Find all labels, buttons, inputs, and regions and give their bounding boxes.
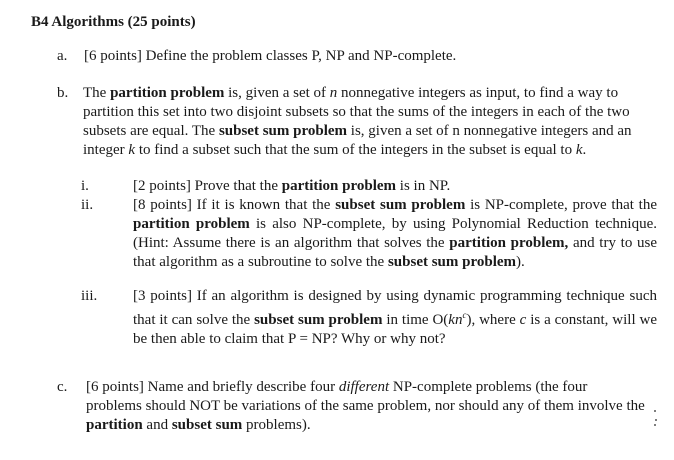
- exponent-c: c: [462, 310, 467, 320]
- question-c-text: [86, 378, 646, 435]
- question-b-text: [83, 84, 645, 160]
- question-b-ii-text: [133, 196, 657, 272]
- section-heading: B4 Algorithms (25 points): [31, 14, 196, 30]
- text-run: The: [83, 85, 111, 101]
- text-run: and: [142, 417, 172, 433]
- term-partition: partition: [86, 417, 143, 433]
- question-b-i-marker: i.: [81, 178, 89, 194]
- variable-k: k: [575, 142, 583, 158]
- text-run: is, given a set of: [224, 85, 330, 101]
- text-run: [3 points] If an algorithm is designed by using dynamic programming technique such that it can solve the: [133, 288, 657, 328]
- text-run: is in NP.: [396, 178, 451, 194]
- scan-specks: [652, 408, 658, 428]
- text-run: ).: [516, 254, 525, 270]
- variable-n: n: [329, 85, 338, 101]
- text-run: [6 points] Name and briefly describe four: [86, 379, 339, 395]
- text-run: NP-complete problems (the four problems should NOT be variations of the same problem, nor should any of them involve the: [86, 379, 645, 414]
- term-subset-sum-problem: subset sum problem: [254, 312, 383, 328]
- text-run: in time O(: [382, 312, 449, 328]
- term-subset-sum-problem: subset sum problem: [335, 197, 466, 213]
- term-subset-sum-problem: subset sum problem: [218, 123, 348, 139]
- variable-kn: kn: [448, 312, 463, 328]
- term-partition-problem: partition problem,: [449, 235, 569, 251]
- text-run: is a constant, will we be then able to claim that P = NP? Why or why not?: [133, 312, 657, 347]
- term-partition-problem: partition problem: [110, 85, 225, 101]
- text-run: ), where: [466, 312, 520, 328]
- text-run: is, given a set of n nonnegative integers and an integer: [83, 123, 632, 158]
- term-partition-problem: partition problem: [133, 216, 250, 232]
- variable-c: c: [519, 312, 527, 328]
- question-b-ii-marker: ii.: [81, 197, 94, 213]
- text-run: [8 points] If it is known that the: [133, 197, 336, 213]
- text-run: .: [582, 142, 587, 158]
- variable-k: k: [128, 142, 136, 158]
- text-run: is also NP-complete, by using Polynomial Reduction technique. (Hint: Assume there is an algorithm that solves the: [133, 216, 657, 251]
- question-c-marker: c.: [57, 379, 68, 395]
- term-partition-problem: partition problem: [281, 178, 397, 194]
- question-b-iii-marker: iii.: [81, 288, 98, 304]
- question-b-marker: b.: [57, 85, 69, 101]
- text-run: and try to use that algorithm as a subroutine to solve the: [133, 235, 658, 270]
- text-run: to find a subset such that the sum of the integers in the subset is equal to: [135, 142, 576, 158]
- term-subset-sum-problem: subset sum problem: [387, 254, 517, 270]
- question-b-i-text: [133, 177, 657, 196]
- emphasis-different: different: [338, 379, 390, 395]
- text-run: is NP-complete, prove that the: [465, 197, 657, 213]
- text-run: [2 points] Prove that the: [133, 178, 282, 194]
- question-a-text: [6 points] Define the problem classes P, NP and NP-complete.: [84, 48, 457, 64]
- term-subset-sum: subset sum: [171, 417, 243, 433]
- text-run: nonnegative integers as input, to find a way to partition this set into two disjoint subsets so that the sums of the integers in each of the two subsets are equal. The: [83, 85, 630, 139]
- question-b-iii-text: [133, 287, 657, 349]
- question-a-marker: a.: [57, 48, 68, 64]
- text-run: problems).: [242, 417, 311, 433]
